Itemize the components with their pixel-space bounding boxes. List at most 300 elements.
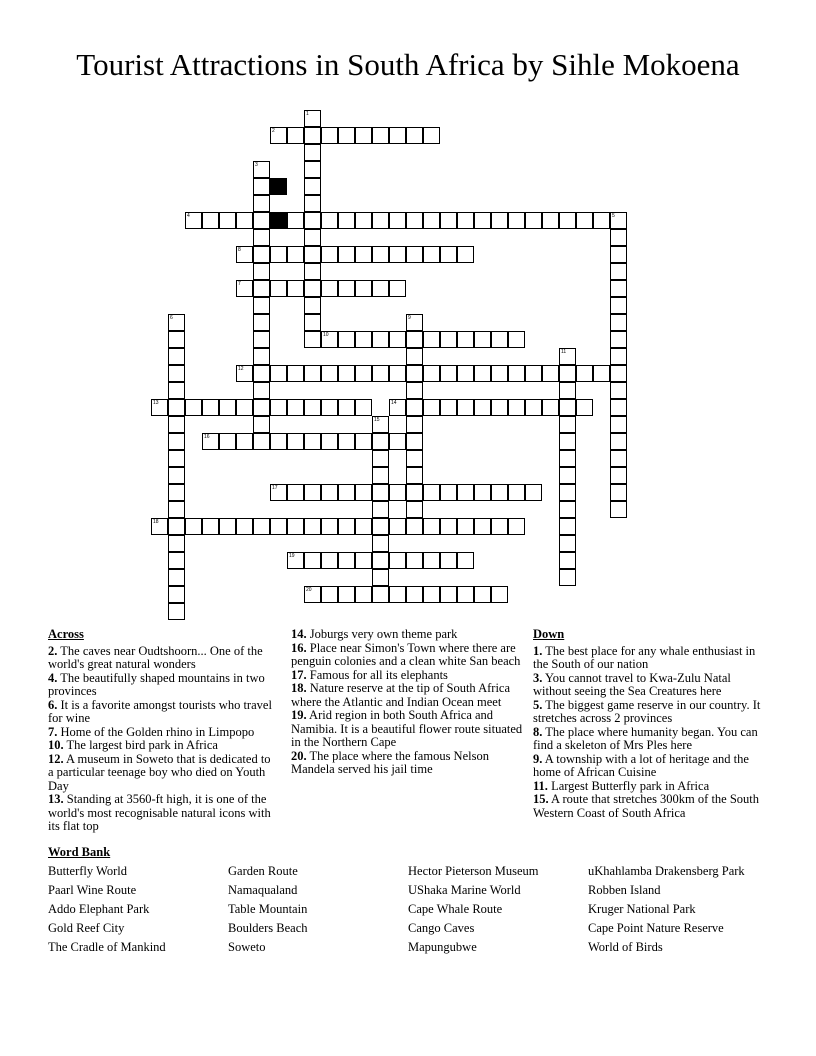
grid-cell[interactable] — [270, 246, 287, 263]
grid-cell[interactable] — [253, 314, 270, 331]
grid-cell[interactable] — [440, 552, 457, 569]
grid-cell[interactable] — [355, 518, 372, 535]
grid-cell[interactable] — [304, 586, 321, 603]
grid-cell[interactable] — [253, 399, 270, 416]
grid-cell[interactable] — [287, 518, 304, 535]
grid-cell[interactable] — [202, 399, 219, 416]
word-bank-item: Namaqualand — [228, 883, 298, 897]
grid-cell[interactable] — [253, 178, 270, 195]
grid-cell[interactable] — [406, 382, 423, 399]
grid-cell[interactable] — [236, 212, 253, 229]
grid-cell[interactable] — [372, 212, 389, 229]
grid-cell[interactable] — [372, 501, 389, 518]
grid-cell[interactable] — [287, 246, 304, 263]
grid-cell[interactable] — [440, 331, 457, 348]
grid-cell[interactable] — [304, 365, 321, 382]
grid-cell[interactable] — [457, 365, 474, 382]
grid-cell[interactable] — [151, 399, 168, 416]
grid-cell[interactable] — [491, 365, 508, 382]
grid-cell[interactable] — [423, 399, 440, 416]
grid-cell[interactable] — [321, 552, 338, 569]
grid-cell[interactable] — [389, 552, 406, 569]
grid-cell[interactable] — [610, 501, 627, 518]
grid-cell[interactable] — [236, 518, 253, 535]
clue-item — [533, 793, 769, 820]
clue-item — [48, 793, 278, 834]
clue-number: 20 — [306, 587, 312, 593]
grid-cell[interactable] — [406, 586, 423, 603]
grid-cell[interactable] — [423, 331, 440, 348]
grid-cell[interactable] — [168, 450, 185, 467]
grid-cell[interactable] — [559, 348, 576, 365]
grid-cell[interactable] — [236, 365, 253, 382]
grid-cell[interactable] — [168, 586, 185, 603]
clue-text: The biggest game reserve in our country. It stretches across 2 provinces — [533, 697, 761, 725]
clue-number-label: 10. — [48, 738, 64, 752]
grid-cell[interactable] — [253, 382, 270, 399]
grid-cell[interactable] — [338, 484, 355, 501]
grid-cell[interactable] — [372, 433, 389, 450]
grid-cell[interactable] — [355, 484, 372, 501]
grid-cell[interactable] — [559, 433, 576, 450]
grid-cell[interactable] — [304, 229, 321, 246]
grid-cell[interactable] — [406, 314, 423, 331]
grid-cell[interactable] — [270, 365, 287, 382]
grid-cell[interactable] — [457, 484, 474, 501]
grid-cell[interactable] — [287, 399, 304, 416]
grid-cell[interactable] — [321, 212, 338, 229]
grid-cell[interactable] — [440, 212, 457, 229]
grid-cell[interactable] — [457, 518, 474, 535]
grid-cell[interactable] — [236, 433, 253, 450]
grid-cell[interactable] — [355, 280, 372, 297]
grid-cell[interactable] — [304, 144, 321, 161]
grid-cell[interactable] — [576, 399, 593, 416]
grid-cell[interactable] — [321, 331, 338, 348]
grid-cell[interactable] — [372, 450, 389, 467]
grid-cell[interactable] — [406, 331, 423, 348]
grid-cell[interactable] — [389, 518, 406, 535]
grid-cell[interactable] — [304, 297, 321, 314]
grid-cell[interactable] — [287, 365, 304, 382]
grid-cell[interactable] — [559, 450, 576, 467]
grid-cell[interactable] — [474, 399, 491, 416]
grid-cell[interactable] — [406, 467, 423, 484]
grid-cell[interactable] — [287, 127, 304, 144]
grid-cell[interactable] — [287, 212, 304, 229]
grid-cell[interactable] — [219, 212, 236, 229]
grid-cell[interactable] — [304, 280, 321, 297]
grid-cell[interactable] — [474, 331, 491, 348]
grid-cell[interactable] — [593, 212, 610, 229]
grid-cell[interactable] — [525, 212, 542, 229]
grid-cell[interactable] — [304, 263, 321, 280]
grid-cell[interactable] — [168, 518, 185, 535]
grid-cell[interactable] — [457, 331, 474, 348]
grid-cell[interactable] — [321, 518, 338, 535]
clue-number: 2 — [272, 128, 275, 134]
grid-cell[interactable] — [610, 450, 627, 467]
grid-cell[interactable] — [321, 365, 338, 382]
grid-cell[interactable] — [168, 365, 185, 382]
grid-cell[interactable] — [355, 212, 372, 229]
grid-cell[interactable] — [304, 484, 321, 501]
grid-cell[interactable] — [559, 484, 576, 501]
grid-cell[interactable] — [185, 518, 202, 535]
grid-cell[interactable] — [508, 212, 525, 229]
grid-cell[interactable] — [372, 467, 389, 484]
grid-cell[interactable] — [304, 552, 321, 569]
grid-cell[interactable] — [321, 399, 338, 416]
grid-cell[interactable] — [355, 365, 372, 382]
grid-cell[interactable] — [610, 212, 627, 229]
grid-cell[interactable] — [559, 501, 576, 518]
grid-cell[interactable] — [440, 246, 457, 263]
grid-cell[interactable] — [168, 348, 185, 365]
grid-cell[interactable] — [423, 586, 440, 603]
grid-cell[interactable] — [321, 280, 338, 297]
grid-cell[interactable] — [304, 399, 321, 416]
grid-cell[interactable] — [406, 518, 423, 535]
grid-cell[interactable] — [508, 399, 525, 416]
grid-cell[interactable] — [389, 280, 406, 297]
grid-cell[interactable] — [304, 518, 321, 535]
grid-cell[interactable] — [389, 212, 406, 229]
grid-cell[interactable] — [253, 416, 270, 433]
grid-cell[interactable] — [491, 212, 508, 229]
grid-cell[interactable] — [304, 127, 321, 144]
grid-cell[interactable] — [355, 433, 372, 450]
grid-cell[interactable] — [338, 586, 355, 603]
grid-cell[interactable] — [338, 127, 355, 144]
grid-cell[interactable] — [253, 365, 270, 382]
grid-cell[interactable] — [338, 280, 355, 297]
across-clue-list — [48, 645, 278, 834]
grid-cell[interactable] — [236, 399, 253, 416]
grid-cell[interactable] — [406, 450, 423, 467]
grid-cell[interactable] — [338, 365, 355, 382]
grid-cell[interactable] — [168, 433, 185, 450]
grid-cell[interactable] — [610, 246, 627, 263]
grid-cell[interactable] — [457, 246, 474, 263]
grid-cell[interactable] — [610, 331, 627, 348]
grid-cell[interactable] — [304, 110, 321, 127]
grid-cell[interactable] — [559, 416, 576, 433]
grid-cell[interactable] — [304, 161, 321, 178]
grid-cell[interactable] — [253, 246, 270, 263]
grid-cell[interactable] — [253, 518, 270, 535]
grid-cell[interactable] — [372, 280, 389, 297]
grid-cell[interactable] — [542, 212, 559, 229]
grid-cell[interactable] — [338, 246, 355, 263]
grid-cell[interactable] — [508, 518, 525, 535]
grid-cell[interactable] — [355, 552, 372, 569]
grid-cell[interactable] — [355, 246, 372, 263]
grid-cell[interactable] — [168, 603, 185, 620]
grid-cell[interactable] — [253, 212, 270, 229]
grid-cell[interactable] — [576, 212, 593, 229]
grid-cell[interactable] — [423, 127, 440, 144]
grid-cell[interactable] — [406, 127, 423, 144]
clue-number: 1 — [306, 111, 309, 117]
grid-cell[interactable] — [219, 518, 236, 535]
grid-cell[interactable] — [287, 280, 304, 297]
grid-cell[interactable] — [610, 467, 627, 484]
grid-cell[interactable] — [270, 399, 287, 416]
grid-cell[interactable] — [372, 246, 389, 263]
grid-cell[interactable] — [406, 399, 423, 416]
grid-cell[interactable] — [168, 484, 185, 501]
grid-cell[interactable] — [440, 586, 457, 603]
grid-cell[interactable] — [236, 280, 253, 297]
grid-cell[interactable] — [406, 501, 423, 518]
grid-cell[interactable] — [253, 161, 270, 178]
grid-cell[interactable] — [372, 552, 389, 569]
grid-cell[interactable] — [236, 246, 253, 263]
grid-cell[interactable] — [338, 399, 355, 416]
grid-cell[interactable] — [321, 246, 338, 263]
grid-cell[interactable] — [321, 127, 338, 144]
grid-cell[interactable] — [423, 484, 440, 501]
clue-number-label: 16. — [291, 640, 307, 655]
grid-cell[interactable] — [253, 433, 270, 450]
grid-cell[interactable] — [440, 399, 457, 416]
clue-number: 18 — [153, 519, 159, 525]
grid-cell[interactable] — [474, 484, 491, 501]
grid-cell[interactable] — [372, 365, 389, 382]
grid-cell[interactable] — [151, 518, 168, 535]
grid-cell[interactable] — [253, 229, 270, 246]
grid-cell[interactable] — [304, 195, 321, 212]
grid-cell[interactable] — [287, 484, 304, 501]
grid-cell[interactable] — [508, 484, 525, 501]
grid-cell[interactable] — [338, 212, 355, 229]
grid-cell[interactable] — [406, 212, 423, 229]
grid-cell[interactable] — [168, 314, 185, 331]
grid-cell[interactable] — [474, 212, 491, 229]
grid-cell[interactable] — [389, 433, 406, 450]
clue-number-label: 1. — [533, 643, 543, 658]
grid-cell[interactable] — [270, 484, 287, 501]
grid-cell[interactable] — [338, 433, 355, 450]
grid-cell[interactable] — [423, 246, 440, 263]
grid-cell[interactable] — [423, 365, 440, 382]
grid-cell[interactable] — [389, 331, 406, 348]
grid-cell[interactable] — [168, 399, 185, 416]
grid-cell[interactable] — [219, 399, 236, 416]
grid-cell[interactable] — [168, 467, 185, 484]
grid-cell[interactable] — [304, 246, 321, 263]
grid-cell[interactable] — [491, 586, 508, 603]
grid-cell[interactable] — [491, 399, 508, 416]
grid-cell[interactable] — [406, 416, 423, 433]
grid-cell[interactable] — [253, 195, 270, 212]
grid-cell[interactable] — [372, 416, 389, 433]
grid-cell[interactable] — [253, 331, 270, 348]
grid-cell[interactable] — [389, 365, 406, 382]
grid-cell[interactable] — [508, 331, 525, 348]
grid-cell[interactable] — [372, 331, 389, 348]
grid-cell[interactable] — [610, 263, 627, 280]
grid-cell[interactable] — [610, 399, 627, 416]
grid-cell[interactable] — [168, 382, 185, 399]
grid-cell[interactable] — [559, 399, 576, 416]
grid-cell[interactable] — [338, 518, 355, 535]
grid-cell[interactable] — [440, 365, 457, 382]
page-title: Tourist Attractions in South Africa by Sihle Mokoena — [76, 47, 740, 82]
grid-cell[interactable] — [304, 178, 321, 195]
grid-cell[interactable] — [406, 365, 423, 382]
grid-cell[interactable] — [321, 484, 338, 501]
grid-cell[interactable] — [355, 399, 372, 416]
grid-cell[interactable] — [457, 399, 474, 416]
grid-cell[interactable] — [457, 586, 474, 603]
across-clues-column-2 — [291, 628, 523, 777]
grid-cell[interactable] — [406, 348, 423, 365]
grid-cell[interactable] — [270, 280, 287, 297]
grid-cell[interactable] — [372, 127, 389, 144]
grid-cell[interactable] — [474, 586, 491, 603]
grid-cell[interactable] — [202, 518, 219, 535]
grid-cell[interactable] — [355, 586, 372, 603]
clue-text: It is a favorite amongst tourists who travel for wine — [48, 697, 272, 725]
grid-cell[interactable] — [474, 365, 491, 382]
grid-cell[interactable] — [168, 501, 185, 518]
grid-cell[interactable] — [168, 569, 185, 586]
grid-cell[interactable] — [202, 212, 219, 229]
grid-cell[interactable] — [321, 586, 338, 603]
word-bank-item: Mapungubwe — [408, 940, 477, 954]
grid-cell[interactable] — [610, 229, 627, 246]
grid-cell[interactable] — [321, 433, 338, 450]
grid-cell[interactable] — [525, 365, 542, 382]
clue-number-label: 8. — [533, 724, 543, 739]
clue-text: Famous for all its elephants — [306, 667, 448, 682]
grid-cell[interactable] — [168, 331, 185, 348]
grid-cell[interactable] — [287, 552, 304, 569]
grid-cell[interactable] — [525, 399, 542, 416]
grid-cell[interactable] — [304, 433, 321, 450]
grid-cell[interactable] — [559, 365, 576, 382]
clue-number-label: 17. — [291, 667, 307, 682]
grid-cell[interactable] — [270, 127, 287, 144]
grid-cell[interactable] — [474, 518, 491, 535]
grid-cell[interactable] — [559, 552, 576, 569]
clue-item — [291, 628, 523, 642]
grid-cell[interactable] — [508, 365, 525, 382]
grid-cell[interactable] — [610, 314, 627, 331]
grid-cell[interactable] — [542, 365, 559, 382]
grid-cell[interactable] — [304, 314, 321, 331]
grid-cell[interactable] — [610, 382, 627, 399]
clue-number: 12 — [238, 366, 244, 372]
grid-cell[interactable] — [168, 535, 185, 552]
grid-cell[interactable] — [440, 518, 457, 535]
word-bank-item: Soweto — [228, 940, 266, 954]
grid-cell[interactable] — [457, 552, 474, 569]
grid-cell[interactable] — [610, 416, 627, 433]
grid-cell[interactable] — [202, 433, 219, 450]
grid-cell[interactable] — [185, 212, 202, 229]
grid-cell[interactable] — [525, 484, 542, 501]
grid-cell[interactable] — [304, 331, 321, 348]
grid-cell[interactable] — [559, 467, 576, 484]
grid-cell[interactable] — [389, 127, 406, 144]
grid-cell[interactable] — [389, 484, 406, 501]
grid-cell[interactable] — [168, 552, 185, 569]
grid-cell[interactable] — [253, 348, 270, 365]
grid-cell[interactable] — [372, 484, 389, 501]
grid-cell[interactable] — [168, 416, 185, 433]
grid-cell[interactable] — [253, 297, 270, 314]
grid-cell[interactable] — [423, 552, 440, 569]
grid-cell[interactable] — [610, 280, 627, 297]
grid-cell[interactable] — [338, 331, 355, 348]
grid-cell[interactable] — [372, 535, 389, 552]
grid-cell[interactable] — [389, 399, 406, 416]
grid-cell[interactable] — [304, 212, 321, 229]
grid-cell[interactable] — [372, 586, 389, 603]
grid-cell[interactable] — [287, 433, 304, 450]
grid-cell[interactable] — [270, 518, 287, 535]
grid-cell[interactable] — [559, 535, 576, 552]
grid-cell[interactable] — [372, 518, 389, 535]
clue-item — [291, 750, 523, 777]
grid-cell[interactable] — [406, 484, 423, 501]
grid-cell[interactable] — [491, 331, 508, 348]
grid-cell[interactable] — [593, 365, 610, 382]
grid-cell[interactable] — [423, 518, 440, 535]
word-bank-item: Kruger National Park — [588, 902, 696, 916]
grid-cell[interactable] — [559, 569, 576, 586]
grid-cell[interactable] — [406, 246, 423, 263]
clue-number-label: 14. — [291, 627, 307, 641]
grid-cell[interactable] — [406, 552, 423, 569]
grid-cell[interactable] — [338, 552, 355, 569]
grid-cell[interactable] — [610, 484, 627, 501]
grid-cell[interactable] — [457, 212, 474, 229]
grid-cell[interactable] — [610, 348, 627, 365]
grid-cell[interactable] — [576, 365, 593, 382]
grid-cell[interactable] — [372, 569, 389, 586]
grid-cell[interactable] — [219, 433, 236, 450]
clue-text: Arid region in both South Africa and Namibia. It is a beautiful flower route situated in the Northern Cape — [291, 708, 523, 749]
grid-cell[interactable] — [610, 297, 627, 314]
grid-cell[interactable] — [491, 518, 508, 535]
grid-cell[interactable] — [355, 127, 372, 144]
grid-cell[interactable] — [253, 263, 270, 280]
grid-cell[interactable] — [423, 212, 440, 229]
grid-cell[interactable] — [542, 399, 559, 416]
clue-number-label: 7. — [48, 724, 58, 739]
grid-cell[interactable] — [270, 433, 287, 450]
grid-cell[interactable] — [559, 518, 576, 535]
grid-cell[interactable] — [440, 484, 457, 501]
grid-cell[interactable] — [491, 484, 508, 501]
grid-cell[interactable] — [389, 246, 406, 263]
grid-cell[interactable] — [355, 331, 372, 348]
clue-item — [48, 672, 278, 699]
grid-cell[interactable] — [406, 433, 423, 450]
grid-cell[interactable] — [610, 433, 627, 450]
grid-cell[interactable] — [559, 382, 576, 399]
grid-cell[interactable] — [185, 399, 202, 416]
clue-text: The beautifully shaped mountains in two provinces — [48, 670, 265, 698]
grid-cell[interactable] — [253, 280, 270, 297]
grid-cell[interactable] — [610, 365, 627, 382]
grid-cell[interactable] — [559, 212, 576, 229]
grid-cell[interactable] — [389, 586, 406, 603]
